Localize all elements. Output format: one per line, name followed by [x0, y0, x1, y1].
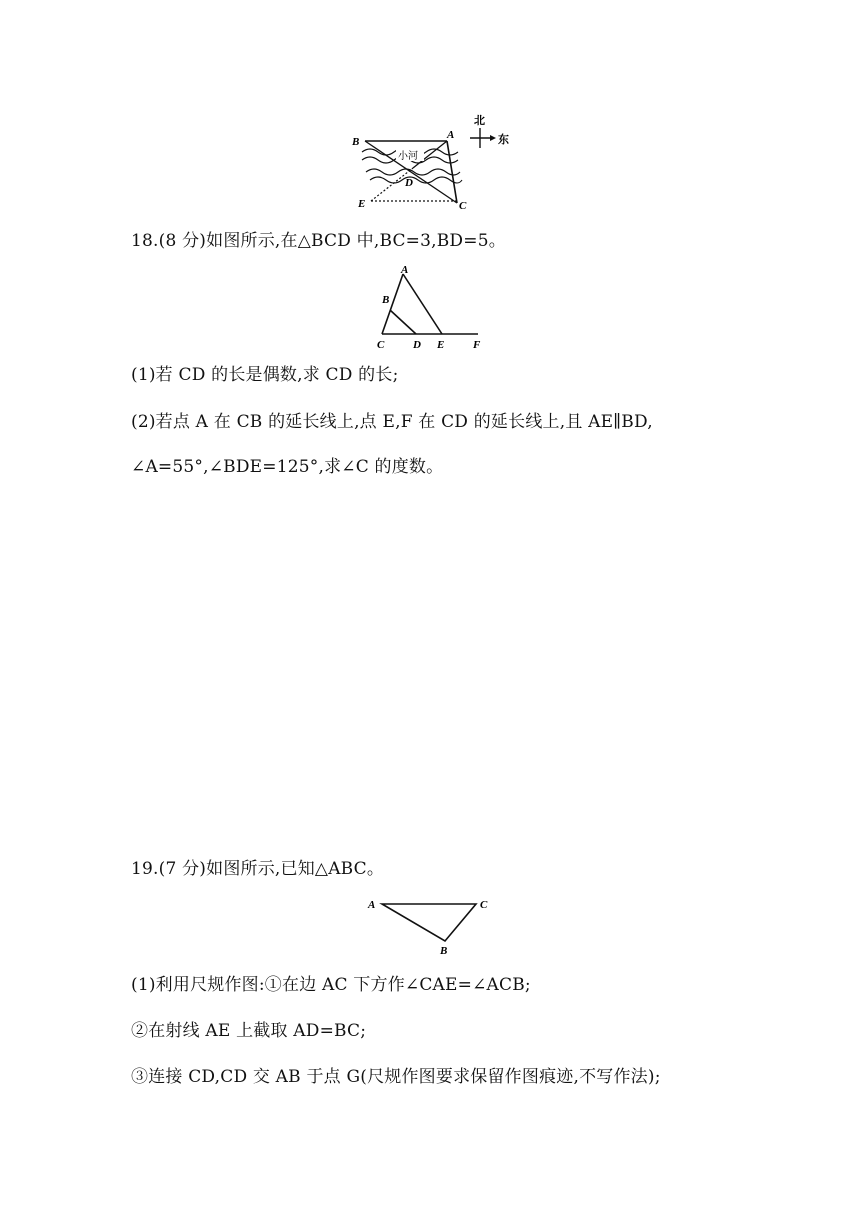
- label-B: B: [352, 136, 360, 148]
- q18-title: 18.(8 分)如图所示,在△BCD 中,BC=3,BD=5。: [131, 231, 506, 251]
- q19-part1-line3: ③连接 CD,CD 交 AB 于点 G(尺规作图要求保留作图痕迹,不写作法);: [131, 1067, 661, 1087]
- q18-label-A: A: [401, 264, 409, 276]
- q19-label-C: C: [480, 899, 488, 911]
- q18-part2-line2: ∠A=55°,∠BDE=125°,求∠C 的度数。: [131, 457, 444, 477]
- compass-north-label: 北: [474, 114, 485, 127]
- q18-figure: [370, 262, 490, 350]
- q18-label-D: D: [413, 339, 421, 350]
- q19-label-A: A: [368, 899, 376, 911]
- label-D: D: [405, 177, 413, 189]
- q18-part1: (1)若 CD 的长是偶数,求 CD 的长;: [131, 365, 399, 385]
- q19-label-B: B: [440, 945, 448, 957]
- compass-icon: [470, 128, 496, 148]
- label-A: A: [447, 129, 455, 141]
- label-E: E: [358, 198, 366, 210]
- q18-part2-line1: (2)若点 A 在 CB 的延长线上,点 E,F 在 CD 的延长线上,且 AE∥BD,: [131, 412, 653, 432]
- q18-label-F: F: [473, 339, 481, 350]
- q19-part1-line1: (1)利用尺规作图:①在边 AC 下方作∠CAE=∠ACB;: [131, 975, 531, 995]
- q19-part1-line2: ②在射线 AE 上截取 AD=BC;: [131, 1021, 367, 1041]
- river-figure: [340, 100, 530, 215]
- compass-east-label: 东: [498, 133, 509, 146]
- q19-figure: [362, 892, 502, 960]
- q18-label-B: B: [382, 294, 390, 306]
- river-label: 小河: [398, 151, 418, 162]
- q19-title: 19.(7 分)如图所示,已知△ABC。: [131, 859, 385, 879]
- q18-label-C: C: [377, 339, 385, 350]
- q18-label-E: E: [437, 339, 445, 350]
- label-C: C: [459, 200, 467, 212]
